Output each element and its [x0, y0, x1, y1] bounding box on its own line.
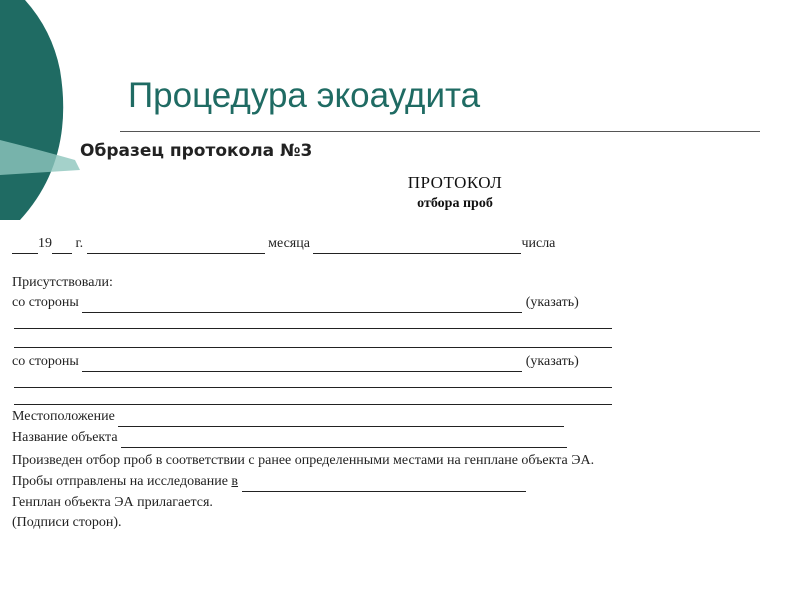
signatures-text: (Подписи сторон). — [12, 515, 122, 530]
date-month-label: месяца — [268, 236, 310, 251]
date-line — [12, 234, 800, 254]
present-line — [12, 273, 800, 293]
plan-line — [12, 493, 800, 513]
side-label: со стороны — [12, 295, 79, 310]
object-name-label: Название объекта — [12, 430, 118, 445]
blank-line — [14, 387, 612, 388]
present-label: Присутствовали: — [12, 275, 113, 290]
location-label: Местоположение — [12, 409, 115, 424]
date-year-label: 19 — [38, 236, 52, 251]
object-name-line — [12, 428, 800, 448]
blank-field — [82, 357, 522, 372]
sent-text: Пробы отправлены на исследование — [12, 474, 228, 489]
decorative-arcs — [0, 0, 80, 220]
blank-line — [14, 328, 612, 329]
signatures-line — [12, 513, 800, 533]
blank-field — [87, 239, 265, 254]
specify-note: (указать) — [525, 295, 579, 310]
sent-text-in: в — [231, 474, 239, 489]
blank-field — [313, 239, 521, 254]
date-g-label: г. — [75, 236, 84, 251]
blank-field — [118, 412, 564, 427]
blank-field — [52, 239, 72, 254]
plan-text: Генплан объекта ЭА прилагается. — [12, 495, 213, 510]
side-line-2 — [12, 352, 800, 372]
sampling-line — [12, 451, 800, 471]
blank-field — [242, 477, 526, 492]
blank-line — [14, 404, 612, 405]
title-rule — [120, 131, 760, 132]
side-label: со стороны — [12, 354, 79, 369]
sampling-text: Произведен отбор проб в соответствии с ранее определенными местами на генплане объекта ЭА. — [12, 453, 595, 468]
side-line-1 — [12, 293, 800, 313]
date-day-label: числа — [521, 236, 556, 251]
slide-subtitle: Образец протокола №3 — [80, 141, 313, 161]
blank-field — [121, 433, 567, 448]
document-subheading: отбора проб — [417, 196, 493, 211]
blank-line — [14, 347, 612, 348]
sent-line — [12, 472, 800, 492]
document-heading: ПРОТОКОЛ — [407, 173, 503, 192]
location-line — [12, 407, 800, 427]
slide-title: Процедура экоаудита — [128, 76, 481, 115]
blank-field — [82, 298, 522, 313]
specify-note: (указать) — [525, 354, 579, 369]
blank-field — [12, 239, 38, 254]
